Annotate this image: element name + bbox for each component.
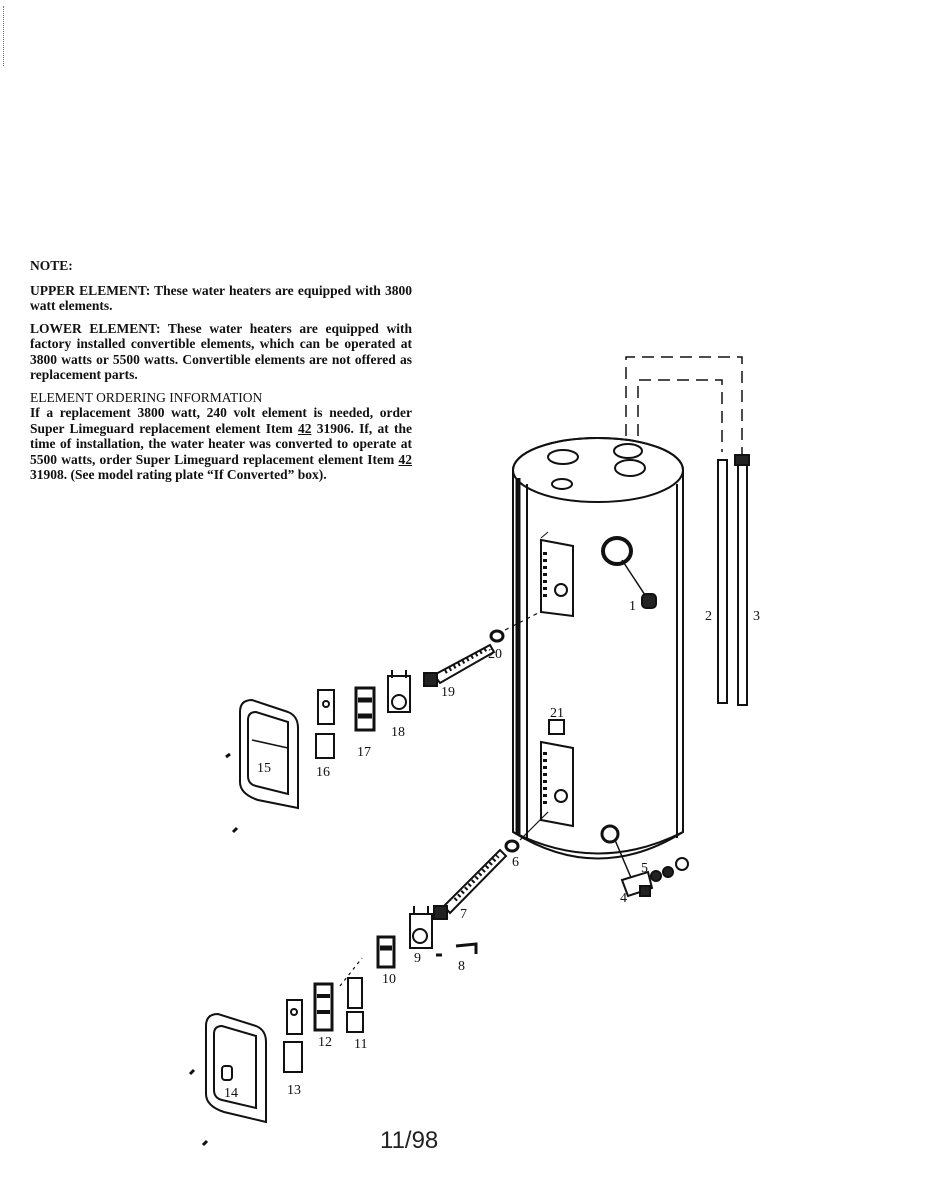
label-part-21: 21 [550, 706, 564, 721]
part-9-bracket [410, 906, 432, 948]
label-part-16: 16 [316, 765, 330, 780]
item-ref-2: 42 [398, 451, 413, 467]
label-part-5: 5 [641, 861, 648, 876]
part-18-bracket [388, 670, 410, 712]
page-number: 11/98 [380, 1127, 439, 1154]
label-part-14: 14 [224, 1086, 238, 1101]
screw-mark [226, 754, 230, 757]
label-part-17: 17 [357, 745, 371, 760]
part-14-lower-access-cover [206, 1014, 266, 1122]
part-6-gasket [506, 841, 518, 851]
lower-element-text: These water heaters are equipped with factory installed convertible elements, which can be operated at 3800 watts or 5500 watts. Convertible elements are not offered as replacement parts. [30, 320, 412, 382]
ordering-text-1-end: 31906. [316, 420, 354, 436]
part-11-switch [347, 978, 363, 1032]
label-part-9: 9 [414, 951, 421, 966]
part-2-dip-tube [718, 460, 727, 703]
part-5-drain-fittings [651, 858, 688, 881]
screw-mark [233, 828, 237, 832]
hot-pipe-route [626, 357, 742, 455]
screw-mark [203, 1141, 207, 1145]
part-8-clip [456, 944, 476, 954]
anode-rod-hex-head [735, 455, 749, 465]
label-part-2: 2 [705, 609, 712, 624]
part-10-lower-thermostat [378, 937, 394, 967]
label-part-7: 7 [460, 907, 467, 922]
label-part-4: 4 [620, 891, 627, 906]
part-20-gasket [491, 631, 503, 641]
label-part-19: 19 [441, 685, 455, 700]
part-17-thermostat [356, 688, 374, 730]
label-part-12: 12 [318, 1035, 332, 1050]
part-12-thermostat-bracket [315, 984, 332, 1030]
part-13-insulation [284, 1000, 302, 1072]
part-15-upper-access-cover [240, 700, 298, 808]
item-ref-1: 42 [298, 420, 312, 436]
lower-element-label: LOWER ELEMENT: [30, 320, 161, 336]
ordering-text-2-end: 31908. (See model rating plate “If Converted” box). [30, 467, 327, 482]
part-7-lower-element [434, 850, 506, 919]
cold-pipe-route [638, 380, 722, 455]
label-part-11: 11 [354, 1037, 368, 1052]
ordering-text-1: If a replacement 3800 watt, 240 volt element is needed, order Super Limeguard replacement element Item [30, 405, 412, 436]
part-3-anode-rod [738, 462, 747, 705]
screw-mark [190, 1070, 194, 1074]
ordering-heading: ELEMENT ORDERING INFORMATION [30, 389, 263, 405]
part-16-limit-switch [316, 690, 334, 758]
label-part-3: 3 [753, 609, 760, 624]
upper-element-opening [541, 532, 573, 616]
water-heater-tank [513, 438, 683, 859]
label-part-10: 10 [382, 972, 396, 987]
upper-element-label: UPPER ELEMENT: [30, 282, 151, 298]
upper-element-text: These water heaters are equipped with 3800 watt elements. [30, 282, 412, 313]
note-title: NOTE: [30, 258, 73, 273]
label-part-15: 15 [257, 761, 271, 776]
part-19-upper-element [424, 645, 494, 686]
label-part-13: 13 [287, 1083, 301, 1098]
label-part-18: 18 [391, 725, 405, 740]
label-part-6: 6 [512, 855, 519, 870]
label-part-20: 20 [488, 647, 502, 662]
ordering-text-2: If, at the time of installation, the water heater was converted to operate at 5500 watts, order Super Limeguard replacement element Item [30, 420, 413, 467]
label-part-8: 8 [458, 959, 465, 974]
label-part-1: 1 [629, 599, 636, 614]
